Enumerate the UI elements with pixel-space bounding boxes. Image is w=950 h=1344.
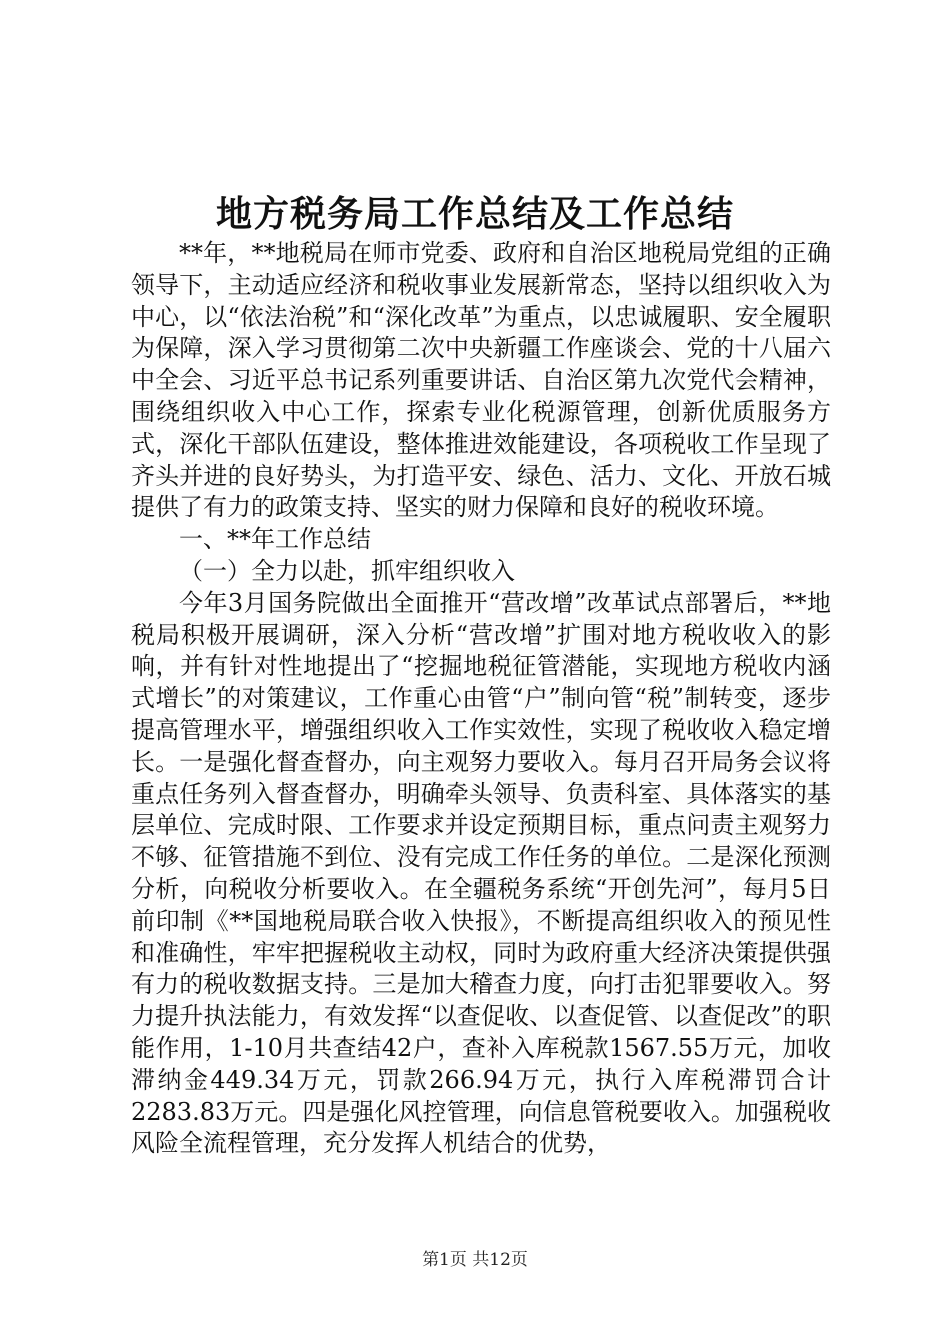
page-footer: 第1页 共12页 (422, 1250, 528, 1270)
section-heading: 一、**年工作总结 (179, 525, 371, 554)
document-body (131, 238, 831, 1160)
paragraph-intro: **年，**地税局在师市党委、政府和自治区地税局党组的正确领导下，主动适应经济和税收事业发展新常态，坚持以组织收入为中心，以“依法治税”和“深化改革”为重点，以忠诚履职、安全履职为保障，深入学习贯彻第二次中央新疆工作座谈会、党的十八届六中全会、习近平总书记系列重要讲话、自治区第九次党代会精神，围绕组织收入中心工作，探索专业化税源管理，创新优质服务方式，深化干部队伍建设，整体推进效能建设，各项税收工作呈现了齐头并进的良好势头，为打造平安、绿色、活力、文化、开放石城提供了有力的政策支持、坚实的财力保障和良好的税收环境。 (131, 239, 831, 522)
paragraph-revenue: 今年3月国务院做出全面推开“营改增”改革试点部署后，**地税局积极开展调研，深入分析“营改增”扩围对地方税收收入的影响，并有针对性地提出了“挖掘地税征管潜能，实现地方税收内涵式增长”的对策建议，工作重心由管“户”制向管“税”制转变，逐步提高管理水平，增强组织收入工作实效性，实现了税收收入稳定增长。一是强化督查督办，向主观努力要收入。每月召开局务会议将重点任务列入督查督办，明确牵头领导、负责科室、具体落实的基层单位、完成时限、工作要求并设定预期目标，重点问责主观努力不够、征管措施不到位、没有完成工作任务的单位。二是深化预测分析，向税收分析要收入。在全疆税务系统“开创先河”，每月5日前印制《**国地税局联合收入快报》，不断提高组织收入的预见性和准确性，牢牢把握税收主动权，同时为政府重大经济决策提供强有力的税收数据支持。三是加大稽查力度，向打击犯罪要收入。努力提升执法能力，有效发挥“以查促收、以查促管、以查促改”的职能作用，1-10月共查结42户，查补入库税款1567.55万元，加收滞纳金449.34万元，罚款266.94万元，执行入库税滞罚合计2283.83万元。四是强化风控管理，向信息管税要收入。加强税收风险全流程管理，充分发挥人机结合的优势， (131, 588, 831, 1158)
subsection-heading: （一）全力以赴，抓牢组织收入 (179, 556, 515, 585)
page-title: 地方税务局工作总结及工作总结 (215, 193, 734, 235)
